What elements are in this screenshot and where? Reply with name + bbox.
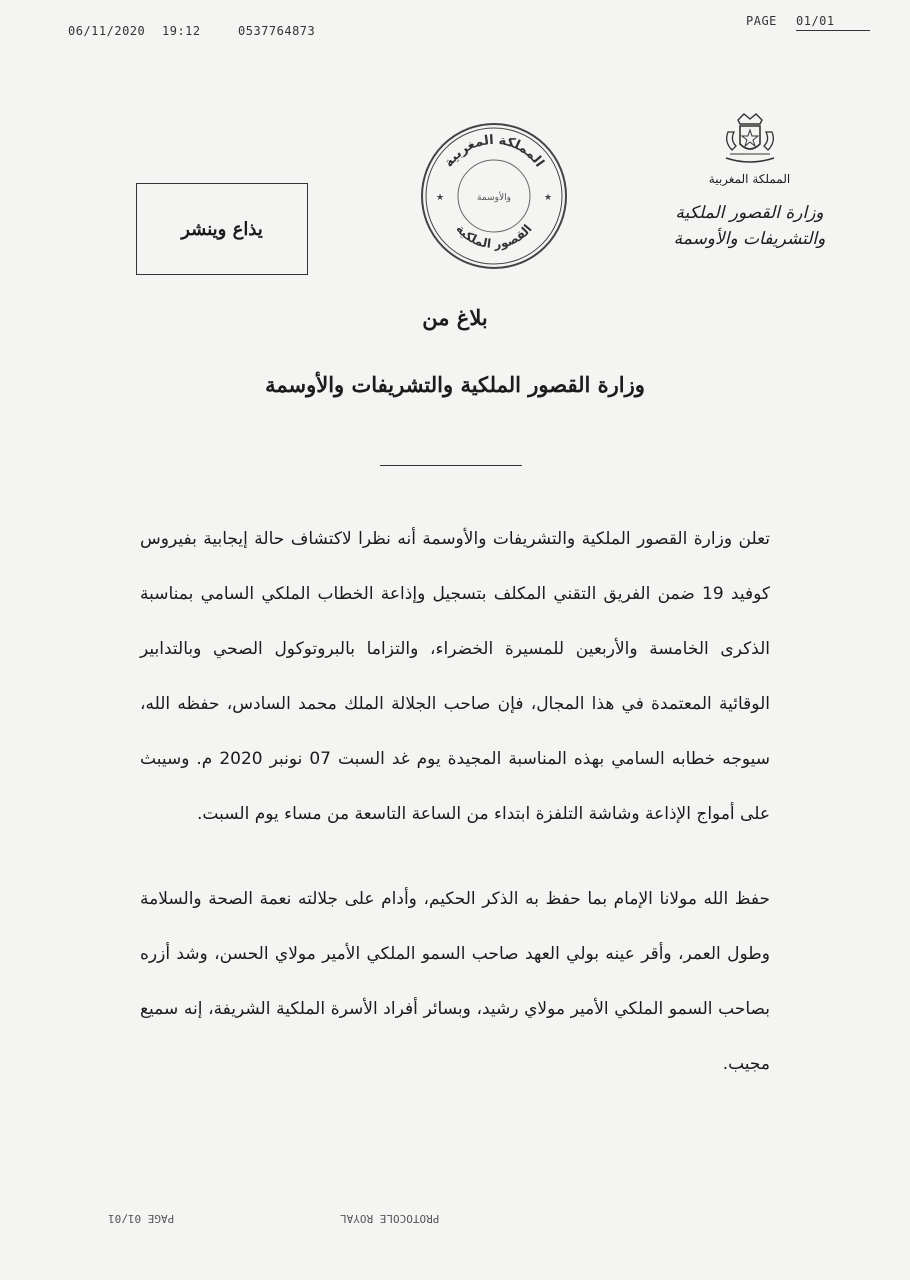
- title-from: بلاغ من: [422, 305, 488, 330]
- footer-fax-protocol: PROTOCOLE ROYAL: [340, 1212, 440, 1225]
- paragraph-2: حفظ الله مولانا الإمام بما حفظ به الذكر الحكيم، وأدام على جلالته نعمة الصحة والسلامة وطول العمر، وأقر عينه بولي العهد صاحب السمو الملكي الأمير مولاي الحسن، وشد أزره بصاحب السمو الملكي الأمير مولاي رشيد، وبسائر أفراد الأسرة الملكية الشريفة، إنه سميع مجيب.: [140, 889, 770, 1074]
- footer-fax-page: PAGE 01/01: [108, 1212, 175, 1225]
- letterhead-ministry: [667, 200, 832, 252]
- fax-page-number: 01/01: [796, 14, 835, 28]
- coat-of-arms-icon: [718, 110, 782, 168]
- seal-bottom-text: القصور الملكية: [453, 221, 535, 252]
- fax-date: 06/11/2020: [68, 24, 146, 38]
- communique-body: [140, 512, 770, 1092]
- fax-phone: 0537764873: [238, 24, 316, 38]
- letterhead: [667, 110, 832, 252]
- seal-center-text: والأوسمة: [477, 193, 511, 203]
- seal-star-left-icon: ★: [435, 193, 445, 203]
- letterhead-ministry-line2: والتشريفات والأوسمة: [673, 229, 826, 249]
- broadcast-label: يذاع وينشر: [181, 218, 263, 240]
- svg-text:القصور الملكية: [453, 222, 534, 252]
- fax-page-label: PAGE: [746, 14, 777, 28]
- letterhead-kingdom: المملكة المغربية: [708, 172, 791, 186]
- title-divider: [380, 465, 522, 466]
- paragraph-1: تعلن وزارة القصور الملكية والتشريفات والأوسمة أنه نظرا لاكتشاف حالة إيجابية بفيروس كوفيد 19 ضمن الفريق التقني المكلف بتسجيل وإذاعة الخطاب الملكي السامي بمناسبة الذكرى الخامسة والأربعين للمسيرة الخضراء، والتزاما بالبروتوكول الصحي وبالتدابير الوقائية المعتمدة في هذا المجال، فإن صاحب الجلالة الملك محمد السادس، حفظه الله، سيوجه خطابه السامي بهذه المناسبة المجيدة يوم غد السبت 07 نونبر 2020 م. وسيبث على أمواج الإذاعة وشاشة التلفزة ابتداء من الساعة التاسعة من مساء يوم السبت.: [140, 529, 770, 824]
- royal-seal-stamp: [418, 120, 570, 272]
- title-ministry: وزارة القصور الملكية والتشريفات والأوسمة: [265, 372, 645, 397]
- seal-star-right-icon: ★: [543, 193, 553, 203]
- fax-page-underline: [796, 30, 870, 31]
- fax-time: 19:12: [162, 24, 201, 38]
- broadcast-box: [136, 183, 308, 275]
- letterhead-ministry-line1: وزارة القصور الملكية: [675, 203, 824, 223]
- seal-top-text: المملكة المغربية: [441, 132, 547, 171]
